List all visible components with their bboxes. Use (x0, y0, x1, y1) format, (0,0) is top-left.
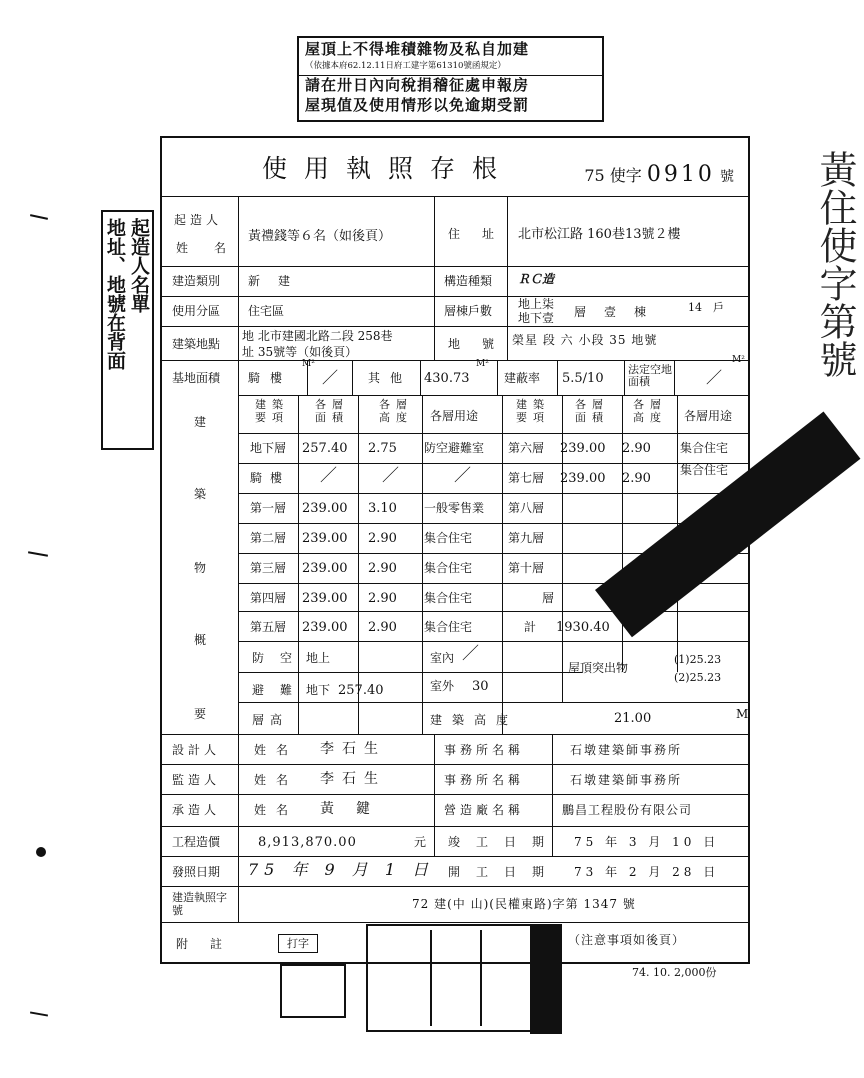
permit-ref-label: 建造執照字號 (172, 891, 227, 917)
designer-name: 李石生 (320, 741, 386, 757)
shelter-label-1: 防空 (252, 651, 309, 665)
floor-use: 集合住宅 (680, 441, 729, 455)
group-label-4: 概 (194, 633, 207, 647)
vacant-label: 法定空地面積 (628, 363, 672, 389)
floor-name: 第三層 (250, 561, 287, 575)
floor-area: 239.00 (560, 471, 606, 486)
document-title: 使用執照存根 (262, 154, 515, 183)
remarks-label: 附註 (176, 937, 245, 951)
structure-label: 構造種類 (444, 274, 493, 288)
stamp-divider (430, 930, 432, 1026)
indoor-value: ／ (462, 644, 479, 664)
building-height-label: 建築高度 (430, 713, 519, 727)
floor-area: 1930.40 (556, 620, 610, 635)
shelter-above-label: 地上 (306, 651, 331, 665)
approval-stamps-box (366, 924, 550, 1032)
notice-line-4: 屋現值及使用情形以免逾期受罰 (305, 96, 530, 114)
building-height-value: 21.00 (614, 711, 652, 726)
group-label-2: 築 (194, 487, 207, 501)
col-header-item-right: 建築要項 (516, 398, 550, 425)
contractor-label: 承造人 (172, 803, 221, 817)
structure-value: ＲＣ造 (518, 272, 555, 286)
floor-name: 第八層 (508, 501, 545, 515)
floor-use: 集合住宅 (424, 591, 473, 605)
official-seal (280, 964, 346, 1018)
designer-label: 設計人 (172, 743, 221, 757)
group-label-1: 建 (194, 415, 207, 429)
floors-below: 地下壹 (518, 311, 555, 325)
site-address-1: 地 北市建國北路二段 258巷 (242, 329, 393, 343)
shelter-below-value: 257.40 (338, 683, 384, 698)
floor-area: 239.00 (302, 620, 348, 635)
col-header-height: 各層高度 (379, 398, 413, 425)
floor-area: 239.00 (302, 531, 348, 546)
supervisor-name-label: 姓名 (254, 773, 299, 787)
other-unit: M² (476, 359, 489, 369)
notice-line-3: 請在卅日內向稅捐稽征處申報房 (305, 76, 530, 94)
col-header-use-right: 各層用途 (684, 409, 733, 423)
contractor-firm: 鵬昌工程股份有限公司 (562, 803, 693, 817)
typed-stamp: 打字 (278, 934, 318, 953)
roof-protrusion-label: 屋頂突出物 (568, 661, 629, 675)
site-label: 建築地點 (172, 337, 221, 351)
bcr-label: 建蔽率 (504, 371, 541, 385)
floor-area: 239.00 (560, 441, 606, 456)
start-date-label: 開工日期 (448, 865, 561, 879)
cost-unit: 元 (414, 835, 427, 849)
floor-name: 第七層 (508, 471, 545, 485)
shelter-label-2: 避難 (252, 683, 309, 697)
build-type-value: 新建 (248, 274, 309, 288)
floor-name: 第十層 (508, 561, 545, 575)
issue-date-value: 75 年 9 月 1 日 (248, 860, 435, 879)
notice-line-2: （依據本府62.12.11日府工建字第61310號函規定） (305, 61, 506, 71)
floor-area: 239.00 (302, 591, 348, 606)
permit-prefix: 75 使字 (584, 166, 642, 185)
cost-value: 8,913,870.00 (258, 835, 357, 850)
floor-use: 防空避難室 (424, 441, 485, 455)
floor-height: 2.90 (368, 591, 397, 606)
floor-use: 集合住宅 (424, 620, 473, 634)
households: 14 戶 (688, 301, 724, 314)
roof-protrusion-1: (1)25.23 (674, 653, 722, 666)
floors-count-label: 層棟戶數 (444, 304, 493, 318)
floors-buildings: 層 壹 棟 (574, 305, 650, 319)
floor-height: 2.90 (622, 441, 651, 456)
contractor-name-label: 姓名 (254, 803, 299, 817)
floor-name: 第九層 (508, 531, 545, 545)
arcade-value: ／ (322, 368, 339, 387)
floor-height: ／ (382, 466, 399, 486)
floor-use: ／ (454, 466, 471, 486)
margin-mark (30, 214, 48, 220)
applicant-label: 起造人 (174, 213, 223, 227)
usage-zone-label: 使用分區 (172, 304, 221, 318)
floors-above: 地上柒 (518, 297, 555, 311)
roof-notice-box (297, 36, 604, 122)
col-header-area: 各層面積 (315, 398, 349, 425)
floor-name: 第一層 (250, 501, 287, 515)
col-header-use: 各層用途 (430, 409, 479, 423)
side-note-col-2: 地址、地號在背面 (104, 218, 126, 370)
arcade-unit: M² (302, 359, 315, 369)
floor-name: 地下層 (250, 441, 287, 455)
permit-digits: 0910 (646, 162, 715, 187)
remarks-value: （注意事項如後頁） (568, 933, 686, 947)
usage-zone-value: 住宅區 (248, 304, 285, 318)
red-seal (530, 924, 562, 1034)
col-header-area-right: 各層面積 (575, 398, 609, 425)
vacant-value: ／ (706, 368, 723, 387)
side-note-stamp (101, 210, 154, 450)
outdoor-label: 室外 (430, 679, 455, 693)
floor-height: 3.10 (368, 501, 397, 516)
roof-protrusion-2: (2)25.23 (674, 671, 722, 684)
outdoor-value: 30 (472, 679, 489, 694)
floor-use: 一般零售業 (424, 501, 485, 515)
floor-use: 集合住宅 (424, 531, 473, 545)
col-header-height-right: 各層高度 (633, 398, 667, 425)
floor-name: 第五層 (250, 620, 287, 634)
contractor-name: 黃 鍵 (320, 801, 374, 817)
applicant-value: 黃禮錢等６名（如後頁） (248, 229, 392, 244)
permit-suffix: 號 (720, 169, 734, 185)
address-label: 住址 (448, 227, 517, 241)
floor-height: 2.90 (368, 531, 397, 546)
floor-area: 239.00 (302, 501, 348, 516)
notice-line-1: 屋頂上不得堆積雜物及私自加建 (305, 40, 530, 58)
permit-ref-value: 72 建(中 山)(民權東路)字第 1347 號 (412, 897, 636, 911)
group-label-3: 物 (194, 561, 207, 575)
right-edge-stamp: 黃住使字第號 (813, 150, 857, 378)
stamp-divider (480, 930, 482, 1026)
other-label: 其他 (368, 371, 413, 385)
floor-height: 2.90 (368, 620, 397, 635)
supervisor-firm: 石墩建築師事務所 (570, 773, 683, 787)
floor-area: 257.40 (302, 441, 348, 456)
site-area-label: 基地面積 (172, 371, 221, 385)
side-note-col-1: 起造人名單 (128, 218, 150, 313)
floor-name: 層 (542, 591, 555, 605)
completion-date-label: 竣工日期 (448, 835, 561, 849)
permit-number (584, 164, 734, 186)
build-type-label: 建造類別 (172, 274, 221, 288)
arcade-label: 騎樓 (248, 371, 293, 385)
address-value: 北市松江路 160巷13號２樓 (518, 227, 681, 242)
group-label-5: 要 (194, 707, 207, 721)
vacant-unit: M² (732, 355, 745, 365)
floor-name: 第六層 (508, 441, 545, 455)
lot-value: 榮星 段 六 小段 35 地號 (512, 333, 658, 347)
designer-name-label: 姓名 (254, 743, 299, 757)
floor-name: 計 (524, 620, 537, 634)
supervisor-firm-label: 事務所名稱 (444, 773, 525, 787)
shelter-below-label: 地下 (306, 683, 331, 697)
cost-label: 工程造價 (172, 835, 221, 849)
completion-date-value: 75 年 3 月 10 日 (574, 835, 720, 849)
applicant-name-label: 姓名 (176, 241, 253, 255)
col-header-item: 建築要項 (255, 398, 289, 425)
floor-use: 集合住宅 (680, 463, 729, 477)
supervisor-label: 監造人 (172, 773, 221, 787)
margin-mark (30, 1011, 48, 1016)
indoor-label: 室內 (430, 651, 455, 665)
site-address-2: 址 35號等（如後頁） (242, 345, 358, 359)
floor-use: 集合住宅 (424, 561, 473, 575)
floor-name: 第二層 (250, 531, 287, 545)
form-print-info: 74. 10. 2,000份 (632, 966, 717, 979)
margin-mark (36, 847, 46, 857)
margin-mark (28, 551, 48, 556)
designer-firm-label: 事務所名稱 (444, 743, 525, 757)
lot-label: 地號 (448, 337, 517, 351)
floor-height: 2.90 (368, 561, 397, 576)
floor-area: 239.00 (302, 561, 348, 576)
floor-name: 第四層 (250, 591, 287, 605)
start-date-value: 73 年 2 月 28 日 (574, 865, 720, 879)
designer-firm: 石墩建築師事務所 (570, 743, 683, 757)
floor-name: 騎樓 (250, 471, 291, 485)
floor-height-label: 層高 (252, 713, 289, 727)
floor-area: ／ (320, 466, 337, 486)
building-height-unit: M (736, 707, 749, 721)
contractor-firm-label: 營造廠名稱 (444, 803, 525, 817)
bcr-value: 5.5/10 (562, 371, 604, 386)
floor-height: 2.90 (622, 471, 651, 486)
floor-height: 2.75 (368, 441, 397, 456)
supervisor-name: 李石生 (320, 771, 386, 787)
other-value: 430.73 (424, 371, 470, 386)
issue-date-label: 發照日期 (172, 865, 221, 879)
